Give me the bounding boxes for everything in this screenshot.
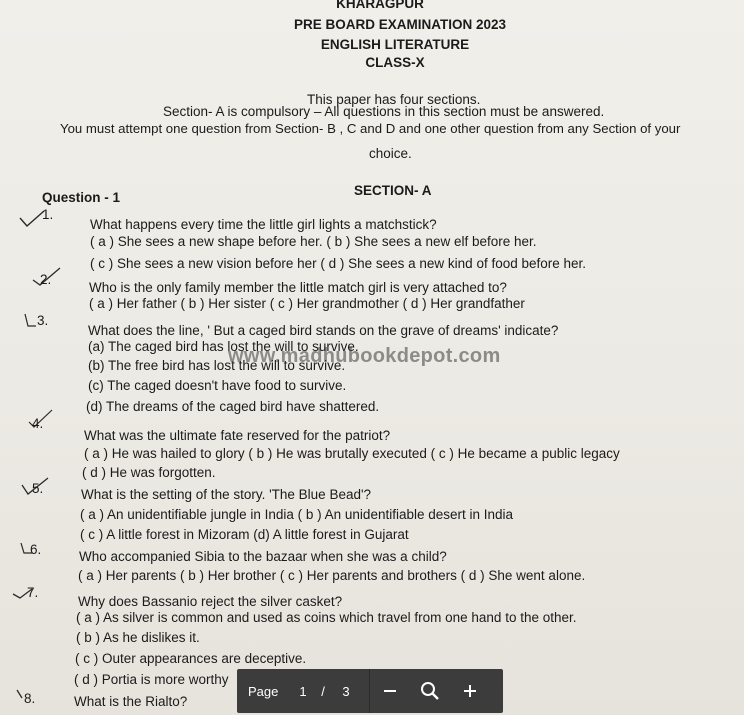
instruction-line-2: Section- A is compulsory – All questions in this section must be answered. bbox=[163, 104, 605, 119]
question-number: 7. bbox=[27, 585, 39, 600]
section-title: SECTION- A bbox=[354, 183, 432, 198]
question-option: (b) The free bird has lost the will to survive. bbox=[88, 358, 346, 373]
question-option: ( c ) Outer appearances are deceptive. bbox=[75, 651, 307, 666]
minus-icon bbox=[382, 683, 398, 699]
question-number: 1. bbox=[42, 207, 54, 222]
school-name: KHARAGPUR bbox=[336, 0, 424, 11]
question-text: Why does Bassanio reject the silver casket? bbox=[78, 594, 343, 609]
watermark-text: www.madhubookdepot.com bbox=[228, 345, 501, 367]
question-option: (c) The caged doesn't have food to survive. bbox=[88, 378, 347, 393]
instruction-line-4: choice. bbox=[369, 146, 412, 161]
page-label: Page bbox=[248, 683, 279, 699]
question-heading: Question - 1 bbox=[42, 190, 121, 205]
question-text: What was the ultimate fate reserved for the patriot? bbox=[84, 428, 391, 443]
question-option: ( a ) As silver is common and used as coins which travel from one hand to the other. bbox=[76, 610, 577, 625]
page-separator: / bbox=[321, 683, 325, 699]
question-option: ( a ) He was hailed to glory ( b ) He was brutally executed ( c ) He became a public legacy bbox=[84, 446, 620, 461]
question-option: ( a ) An unidentifiable jungle in India ( b ) An unidentifiable desert in India bbox=[80, 507, 514, 522]
current-page-field[interactable]: 1 bbox=[299, 683, 307, 699]
question-option: ( a ) Her parents ( b ) Her brother ( c ) Her parents and brothers ( d ) She went alone. bbox=[78, 568, 586, 583]
question-text: Who accompanied Sibia to the bazaar when she was a child? bbox=[79, 549, 447, 564]
question-option: (d) The dreams of the caged bird have shattered. bbox=[86, 399, 380, 414]
question-text: What happens every time the little girl lights a matchstick? bbox=[90, 217, 437, 232]
question-number: 4. bbox=[32, 416, 44, 431]
question-number: 3. bbox=[37, 313, 49, 328]
question-number: 6. bbox=[30, 542, 42, 557]
pdf-page-toolbar bbox=[237, 669, 503, 713]
zoom-button[interactable] bbox=[410, 669, 450, 713]
question-option: ( a ) Her father ( b ) Her sister ( c ) Her grandmother ( d ) Her grandfather bbox=[89, 296, 525, 311]
question-option: ( d ) Portia is more worthy bbox=[74, 672, 229, 687]
question-text: What does the line, ' But a caged bird stands on the grave of dreams' indicate? bbox=[88, 323, 559, 338]
question-option: ( c ) She sees a new vision before her ( d ) She sees a new kind of food before her. bbox=[90, 256, 587, 271]
question-option: ( d ) He was forgotten. bbox=[82, 465, 216, 480]
total-pages: 3 bbox=[342, 683, 350, 699]
magnifier-icon bbox=[420, 681, 440, 701]
instruction-line-1: This paper has four sections. bbox=[307, 92, 481, 107]
class-title: CLASS-X bbox=[365, 55, 425, 70]
question-option: ( b ) As he dislikes it. bbox=[76, 630, 200, 645]
question-text: Who is the only family member the little match girl is very attached to? bbox=[89, 280, 507, 295]
exam-title: PRE BOARD EXAMINATION 2023 bbox=[293, 17, 507, 32]
question-option: ( c ) A little forest in Mizoram (d) A little forest in Gujarat bbox=[80, 527, 409, 542]
question-number: 5. bbox=[32, 481, 44, 496]
question-option: ( a ) She sees a new shape before her. ( b ) She sees a new elf before her. bbox=[90, 234, 537, 249]
subject-title: ENGLISH LITERATURE bbox=[320, 37, 470, 52]
question-option: (a) The caged bird has lost the will to survive. bbox=[88, 339, 359, 354]
question-number: 2. bbox=[40, 272, 52, 287]
zoom-out-button[interactable] bbox=[370, 669, 410, 713]
zoom-in-button[interactable] bbox=[450, 669, 490, 713]
instruction-line-3: You must attempt one question from Section- B , C and D and one other question from any Section of your bbox=[60, 121, 681, 136]
question-text: What is the Rialto? bbox=[74, 694, 188, 709]
question-number: 8. bbox=[24, 691, 36, 706]
plus-icon bbox=[462, 683, 478, 699]
question-text: What is the setting of the story. 'The Blue Bead'? bbox=[81, 487, 372, 502]
